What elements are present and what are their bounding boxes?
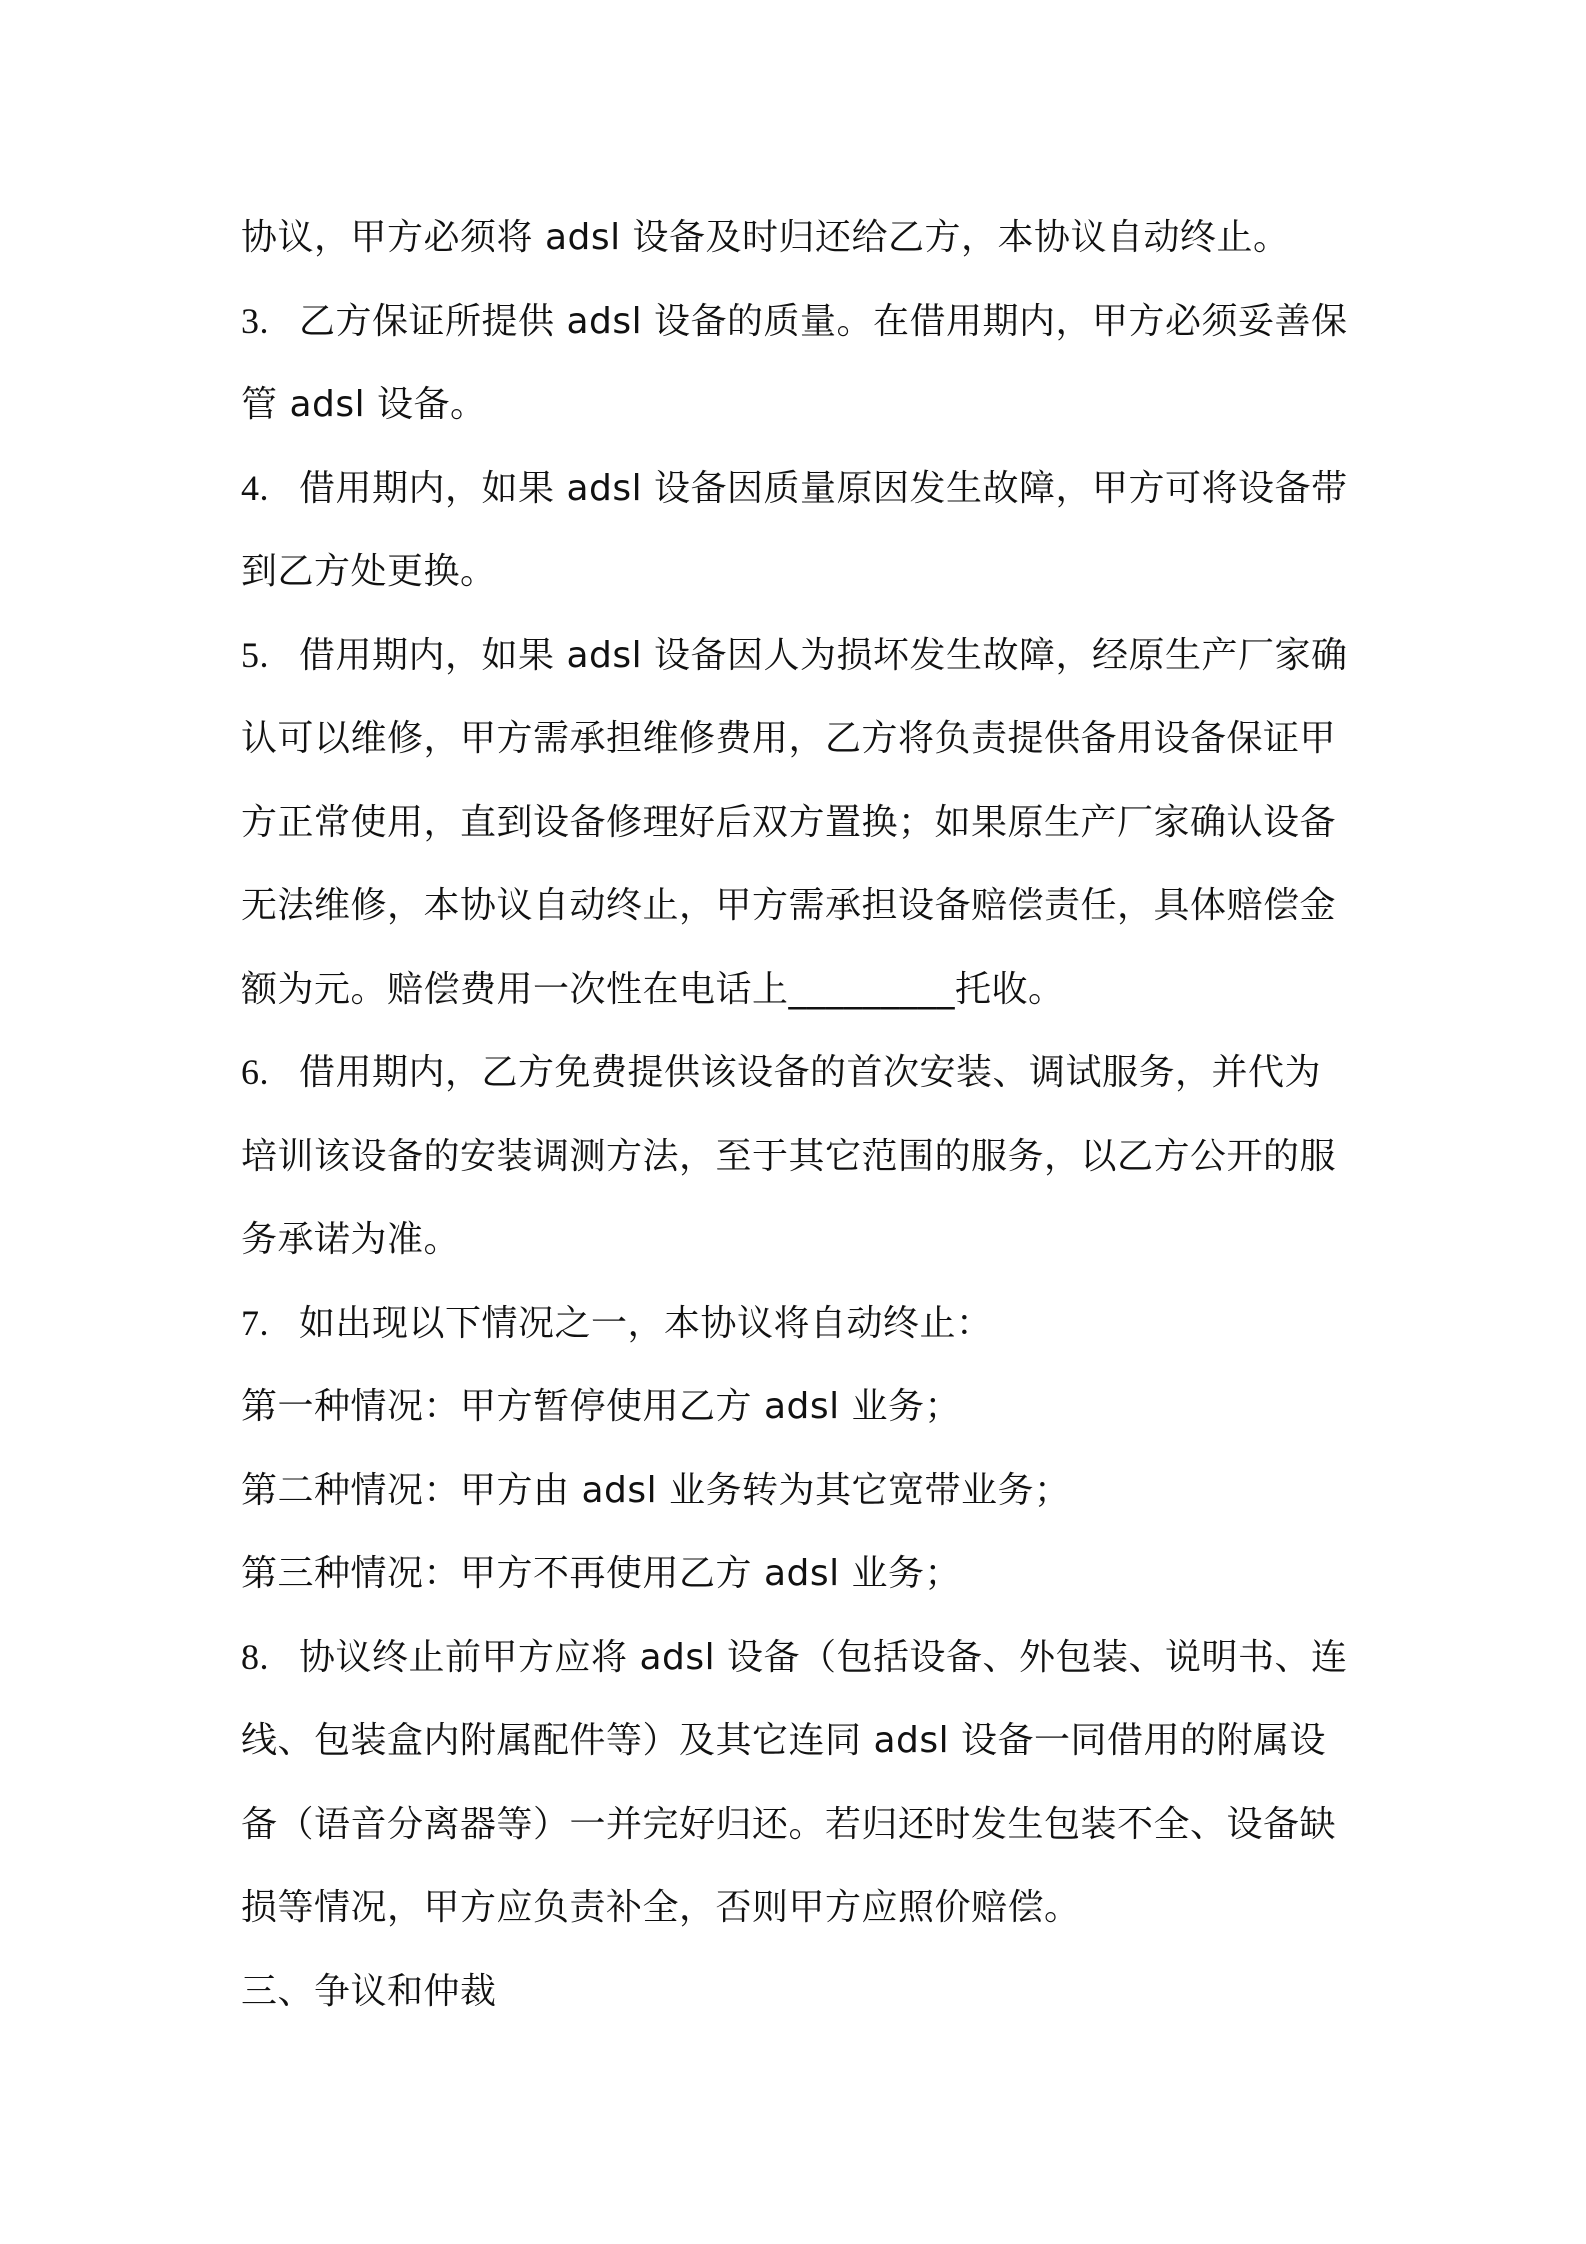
text-line — [241, 1532, 1353, 1616]
line-text: 培训该设备的安装调测方法，至于其它范围的服务，以乙方公开的服 — [241, 1135, 1337, 1177]
line-text: 线、包装盒内附属配件等）及其它连同 adsl 设备一同借用的附属设 — [241, 1720, 1327, 1761]
text-line — [241, 697, 1353, 781]
line-text: 务承诺为准。 — [241, 1219, 461, 1260]
line-text: 协议，甲方必须将 adsl 设备及时归还给乙方，本协议自动终止。 — [241, 217, 1290, 258]
line-text: 第二种情况：甲方由 adsl 业务转为其它宽带业务； — [241, 1469, 1071, 1511]
line-text: 认可以维修，甲方需承担维修费用，乙方将负责提供备用设备保证甲 — [241, 718, 1337, 759]
text-line — [241, 1616, 1353, 1700]
document-body — [241, 196, 1353, 2033]
line-text: 损等情况，甲方应负责补全，否则甲方应照价赔偿。 — [241, 1887, 1081, 1928]
text-line — [241, 1031, 1353, 1115]
text-line — [241, 1449, 1353, 1533]
line-text: 无法维修，本协议自动终止，甲方需承担设备赔偿责任，具体赔偿金 — [241, 885, 1337, 926]
text-line — [241, 447, 1353, 531]
line-text: 到乙方处更换。 — [241, 551, 497, 592]
line-text: 三、争议和仲裁 — [241, 1970, 497, 2012]
item-number: 5. — [241, 634, 269, 675]
line-text: 额为元。赔偿费用一次性在电话上_________托收。 — [241, 968, 1065, 1010]
text-line — [241, 781, 1353, 865]
text-line — [241, 196, 1353, 280]
line-text: 协议终止前甲方应将 adsl 设备（包括设备、外包装、说明书、连 — [299, 1636, 1348, 1678]
item-number: 8. — [241, 1636, 269, 1677]
text-line — [241, 280, 1353, 364]
text-line — [241, 614, 1353, 698]
line-text: 借用期内，乙方免费提供该设备的首次安装、调试服务，并代为 — [299, 1052, 1322, 1093]
item-number: 7. — [241, 1302, 269, 1343]
item-number: 4. — [241, 467, 269, 508]
text-line — [241, 1699, 1353, 1783]
section-heading — [241, 1950, 1353, 2034]
line-text: 如出现以下情况之一，本协议将自动终止： — [299, 1302, 993, 1344]
text-line — [241, 948, 1353, 1032]
line-text: 借用期内，如果 adsl 设备因质量原因发生故障，甲方可将设备带 — [299, 467, 1348, 509]
text-line — [241, 1866, 1353, 1950]
line-text: 第一种情况：甲方暂停使用乙方 adsl 业务； — [241, 1386, 962, 1427]
text-line — [241, 1365, 1353, 1449]
text-line — [241, 864, 1353, 948]
line-text: 乙方保证所提供 adsl 设备的质量。在借用期内，甲方必须妥善保 — [299, 300, 1348, 342]
text-line — [241, 363, 1353, 447]
line-text: 借用期内，如果 adsl 设备因人为损坏发生故障，经原生产厂家确 — [299, 634, 1348, 676]
line-text: 备（语音分离器等）一并完好归还。若归还时发生包装不全、设备缺 — [241, 1803, 1337, 1845]
line-text: 第三种情况：甲方不再使用乙方 adsl 业务； — [241, 1553, 962, 1594]
text-line — [241, 1282, 1353, 1366]
text-line — [241, 1783, 1353, 1867]
line-text: 方正常使用，直到设备修理好后双方置换；如果原生产厂家确认设备 — [241, 801, 1337, 843]
item-number: 3. — [241, 300, 269, 341]
text-line — [241, 530, 1353, 614]
text-line — [241, 1115, 1353, 1199]
item-number: 6. — [241, 1052, 269, 1092]
line-text: 管 adsl 设备。 — [241, 384, 487, 425]
text-line — [241, 1198, 1353, 1282]
